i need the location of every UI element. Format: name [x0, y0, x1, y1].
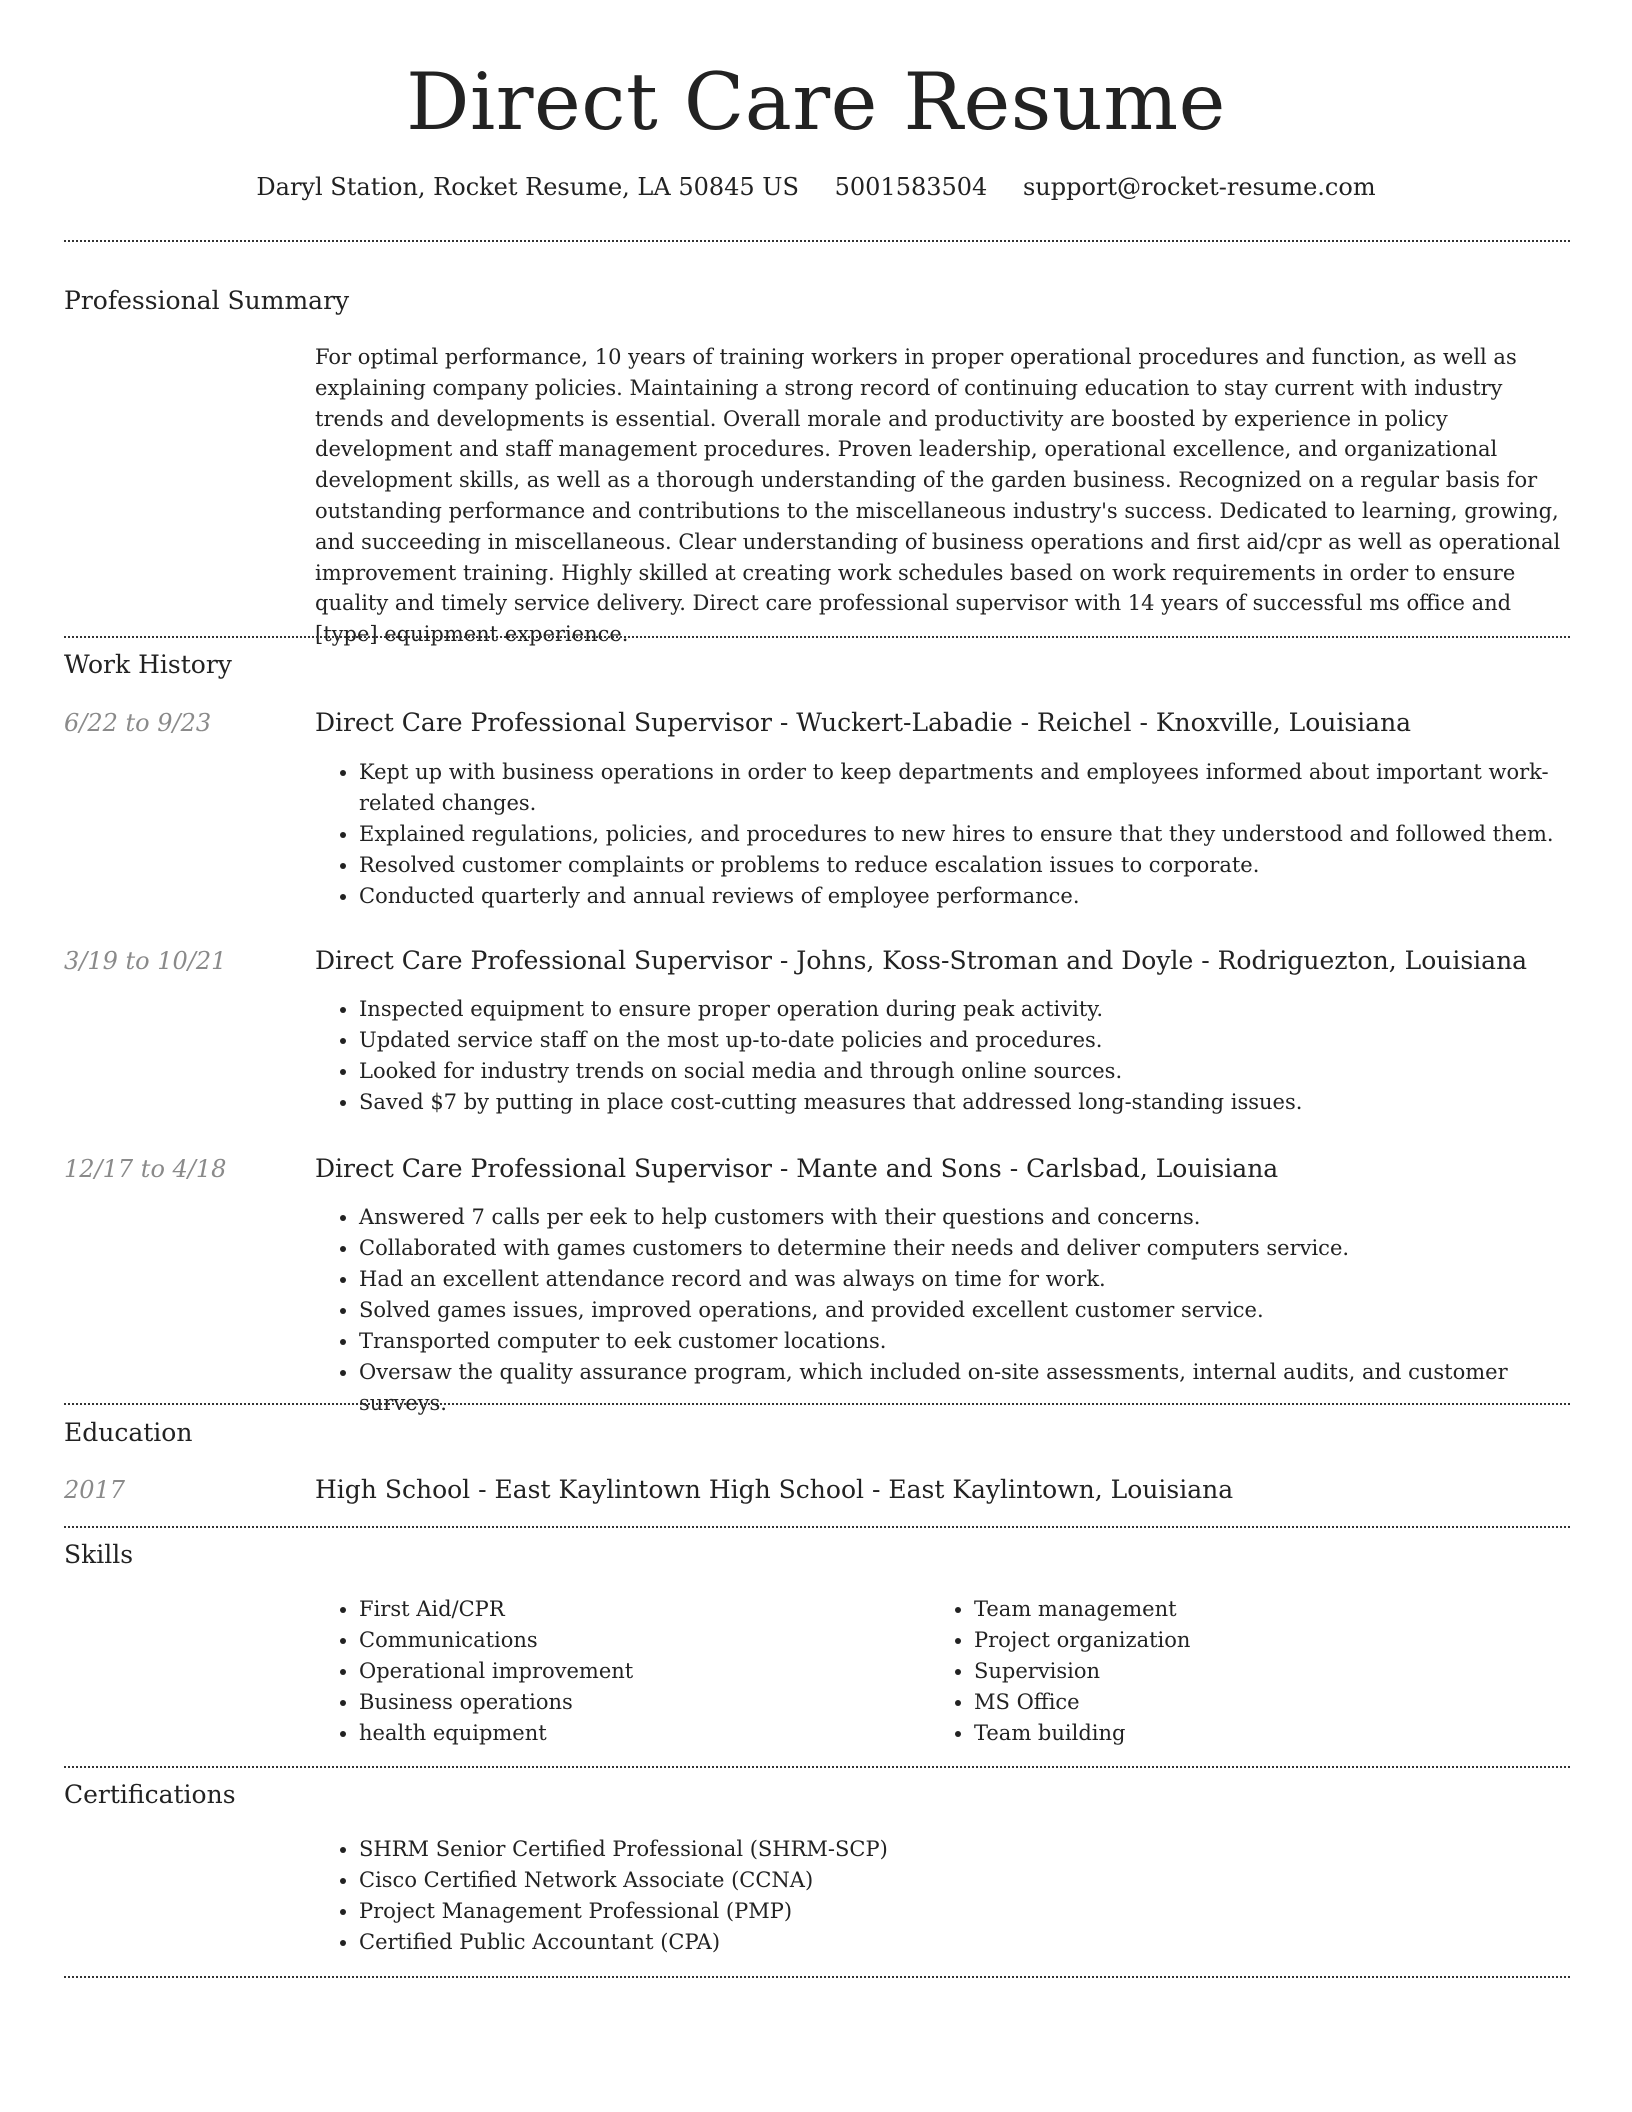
- list-item: • Transported computer to eek customer locations.: [359, 1326, 1570, 1357]
- job-title: Direct Care Professional Supervisor - Wuckert-Labadie - Reichel - Knoxville, Louisiana: [315, 708, 1412, 737]
- certifications-list: [315, 1834, 1570, 1958]
- job-dates: 6/22 to 9/23: [64, 709, 212, 737]
- list-item: • Operational improvement: [359, 1656, 930, 1687]
- divider: [64, 1403, 1570, 1405]
- job-title: Direct Care Professional Supervisor - Mante and Sons - Carlsbad, Louisiana: [315, 1154, 1279, 1183]
- list-item: • Kept up with business operations in order to keep departments and employees informed about important work-related changes.: [359, 757, 1570, 819]
- job-title: Direct Care Professional Supervisor - Johns, Koss-Stroman and Doyle - Rodriguezton, Louisiana: [315, 946, 1528, 975]
- list-item: • Looked for industry trends on social media and through online sources.: [359, 1056, 1570, 1087]
- list-item: • Explained regulations, policies, and procedures to new hires to ensure that they understood and followed them.: [359, 819, 1570, 850]
- divider: [64, 1976, 1570, 1978]
- list-item: • Saved $7 by putting in place cost-cutting measures that addressed long-standing issues.: [359, 1087, 1570, 1118]
- job-bullet-list: [315, 994, 1570, 1118]
- contact-address: Daryl Station, Rocket Resume, LA 50845 US: [256, 173, 799, 201]
- contact-phone: 5001583504: [834, 173, 988, 201]
- job-dates: 3/19 to 10/21: [64, 947, 227, 975]
- job-dates: 12/17 to 4/18: [64, 1155, 227, 1183]
- job-bullet-list: [315, 1202, 1570, 1419]
- contact-line: [0, 170, 1632, 204]
- list-item: • Team building: [974, 1718, 1570, 1749]
- section-heading-skills: Skills: [64, 1540, 134, 1569]
- list-item: • SHRM Senior Certified Professional (SHRM-SCP): [359, 1834, 1570, 1865]
- divider: [64, 240, 1570, 242]
- contact-email: support@rocket-resume.com: [1022, 173, 1376, 201]
- list-item: • Communications: [359, 1625, 930, 1656]
- list-item: • Resolved customer complaints or problems to reduce escalation issues to corporate.: [359, 850, 1570, 881]
- list-item: • Inspected equipment to ensure proper operation during peak activity.: [359, 994, 1570, 1025]
- list-item: • Conducted quarterly and annual reviews of employee performance.: [359, 881, 1570, 912]
- list-item: • Team management: [974, 1594, 1570, 1625]
- section-heading-work-history: Work History: [64, 650, 232, 679]
- divider: [64, 1766, 1570, 1768]
- section-heading-certifications: Certifications: [64, 1780, 236, 1809]
- education-year: 2017: [64, 1476, 126, 1504]
- summary-text: For optimal performance, 10 years of training workers in proper operational procedures and function, as well as explaining company policies. Maintaining a strong record of continuing education to stay current with industry trends and developments is essential. Overall morale and productivity are boosted by experience in policy development and staff management procedures. Proven leadership, operational excellence, and organizational development skills, as well as a thorough understanding of the garden business. Recognized on a regular basis for outstanding performance and contributions to the miscellaneous industry's success. Dedicated to learning, growing, and succeeding in miscellaneous. Clear understanding of business operations and first aid/cpr as well as operational improvement training. Highly skilled at creating work schedules based on work requirements in order to ensure quality and timely service delivery. Direct care professional supervisor with 14 years of successful ms office and [type] equipment experience.: [315, 345, 1561, 647]
- skills-list-right: [930, 1594, 1570, 1749]
- list-item: • Certified Public Accountant (CPA): [359, 1927, 1570, 1958]
- list-item: • Project organization: [974, 1625, 1570, 1656]
- list-item: • Answered 7 calls per eek to help customers with their questions and concerns.: [359, 1202, 1570, 1233]
- job-bullet-list: [315, 757, 1570, 912]
- list-item: • Collaborated with games customers to determine their needs and deliver computers service.: [359, 1233, 1570, 1264]
- list-item: • Business operations: [359, 1687, 930, 1718]
- list-item: • Cisco Certified Network Associate (CCNA): [359, 1865, 1570, 1896]
- skills-list-left: [315, 1594, 930, 1749]
- list-item: • Updated service staff on the most up-to-date policies and procedures.: [359, 1025, 1570, 1056]
- section-heading-education: Education: [64, 1418, 193, 1447]
- list-item: • Had an excellent attendance record and was always on time for work.: [359, 1264, 1570, 1295]
- divider: [64, 1526, 1570, 1528]
- list-item: • health equipment: [359, 1718, 930, 1749]
- list-item: • Oversaw the quality assurance program, which included on-site assessments, internal audits, and customer surveys.: [359, 1357, 1570, 1419]
- list-item: • First Aid/CPR: [359, 1594, 930, 1625]
- section-heading-summary: Professional Summary: [64, 286, 350, 315]
- list-item: • Project Management Professional (PMP): [359, 1896, 1570, 1927]
- list-item: • Supervision: [974, 1656, 1570, 1687]
- list-item: • MS Office: [974, 1687, 1570, 1718]
- list-item: • Solved games issues, improved operations, and provided excellent customer service.: [359, 1295, 1570, 1326]
- resume-title: Direct Care Resume: [406, 56, 1226, 148]
- education-entry: High School - East Kaylintown High School - East Kaylintown, Louisiana: [315, 1475, 1234, 1504]
- divider: [64, 636, 1570, 638]
